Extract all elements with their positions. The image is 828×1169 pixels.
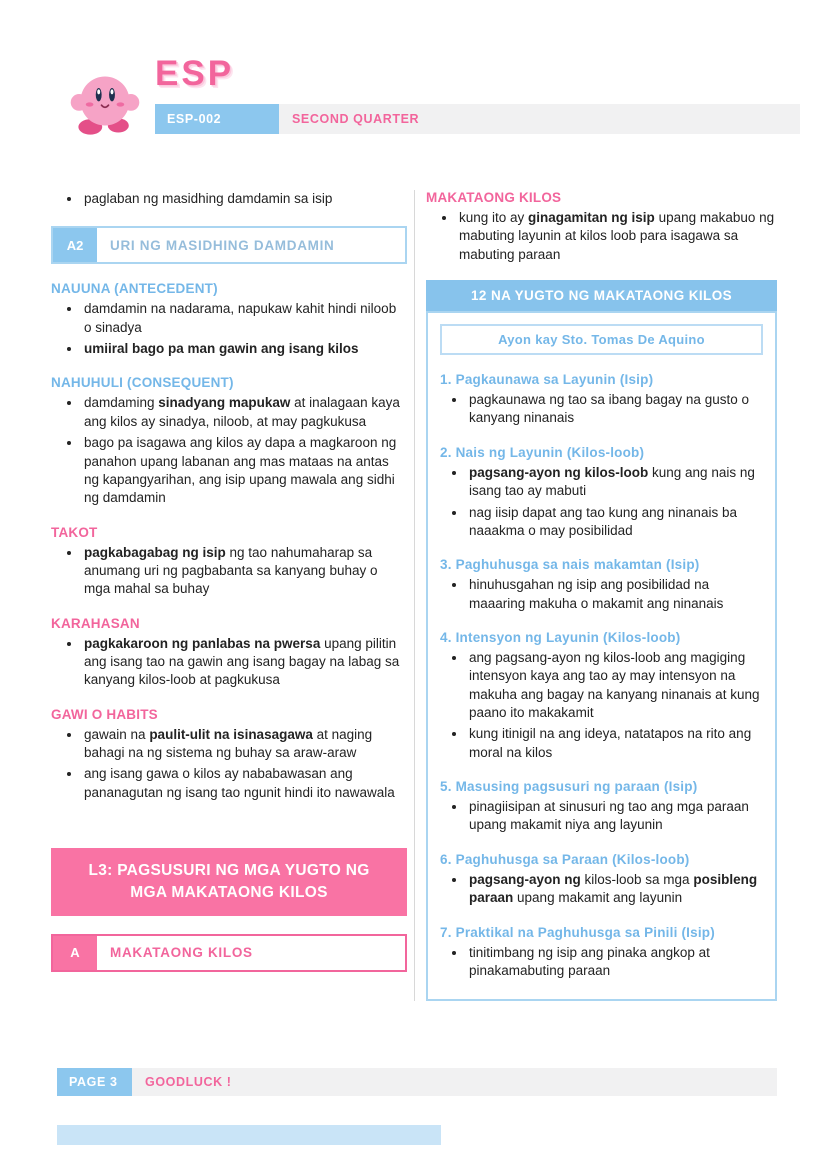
bullet-item: • pagkakaroon ng panlabas na pwersa upang pilitin ang isang tao na gawin ang isang bagay na labag sa kanyang kilos-loob at pagkukusa <box>82 635 407 690</box>
left-sections <box>51 281 407 802</box>
section-heading: KARAHASAN <box>51 615 140 631</box>
bullet-item: • nag iisip dapat ang tao kung ang ninanais ba naaakma o may posibilidad <box>467 504 763 541</box>
bullet-item: • pinagiisipan at sinusuri ng tao ang mga paraan upang makamit niya ang layunin <box>467 798 763 835</box>
notes-section <box>440 852 763 908</box>
section-heading: NAUUNA (ANTECEDENT) <box>51 281 218 297</box>
bullet-list <box>440 798 763 835</box>
bottom-strip <box>57 1125 441 1145</box>
bullet-list <box>440 576 763 613</box>
bullet-list <box>51 300 407 358</box>
notes-section <box>440 630 763 762</box>
content-area <box>0 190 828 1001</box>
page-logo: ESP <box>155 54 235 93</box>
header-right <box>155 56 828 134</box>
notes-section <box>440 557 763 613</box>
bullet-item: • ang pagsang-ayon ng kilos-loob ang magiging intensyon kaya ang tao ay may intensyon na makuha ang bagay na kanyang ninanais at kung paano ito makakamit <box>467 649 763 722</box>
right-column <box>426 190 777 1001</box>
bullet-item: • pagkabagabag ng isip ng tao nahumaharap sa anumang uri ng pagbabanta sa kanyang buhay o mga mahal sa buhay <box>82 544 407 599</box>
notes-section <box>440 372 763 428</box>
notes-section <box>51 375 407 507</box>
right-sections <box>426 190 777 264</box>
notes-section <box>440 925 763 981</box>
bullet-item: • damdamin na nadarama, napukaw kahit hindi niloob o sinadya <box>82 300 407 337</box>
section-heading: GAWI O HABITS <box>51 706 158 722</box>
bullet-list <box>51 394 407 507</box>
kirby-mascot-icon <box>70 64 140 138</box>
yugto-banner: 12 NA YUGTO NG MAKATAONG KILOS <box>426 280 777 311</box>
bullet-list <box>51 726 407 802</box>
bullet-item: • kung ito ay ginagamitan ng isip upang makabuo ng mabuting layunin at kilos loob para isagawa sa mabuting paraan <box>457 209 777 264</box>
left-column <box>51 190 407 1001</box>
a2-badge: A2 <box>53 228 97 262</box>
bullet-item: • gawain na paulit-ulit na isinasagawa at naging bahagi na ng sistema ng buhay sa araw-araw <box>82 726 407 763</box>
bullet-list <box>440 871 763 908</box>
header-bar <box>155 104 800 134</box>
section-heading: NAHUHULI (CONSEQUENT) <box>51 375 234 391</box>
section-heading: 6. Paghuhusga sa Paraan (Kilos-loob) <box>440 851 690 867</box>
notes-section <box>51 525 407 599</box>
page-number-badge: PAGE 3 <box>57 1068 132 1096</box>
footer-bar <box>57 1068 777 1096</box>
bullet-list <box>440 944 763 981</box>
quarter-label: SECOND QUARTER <box>292 112 420 126</box>
notes-section <box>440 779 763 835</box>
bullet-list <box>440 464 763 540</box>
bullet-list <box>440 649 763 762</box>
yugto-box <box>426 311 777 1001</box>
lesson-banner: L3: PAGSUSURI NG MGA YUGTO NG MGA MAKATAONG KILOS <box>51 848 407 915</box>
bullet-list <box>51 635 407 690</box>
section-heading: MAKATAONG KILOS <box>426 190 562 205</box>
bullet-list <box>51 544 407 599</box>
yugto-subtitle: Ayon kay Sto. Tomas De Aquino <box>440 324 763 355</box>
bullet-item: • paglaban ng masidhing damdamin sa isip <box>82 190 407 208</box>
a-label-box <box>51 934 407 972</box>
bullet-item: • pagsang-ayon ng kilos-loob sa mga posibleng paraan upang makamit ang layunin <box>467 871 763 908</box>
column-divider <box>414 190 415 1001</box>
bullet-item: • kung itinigil na ang ideya, natatapos na rito ang moral na kilos <box>467 725 763 762</box>
bullet-item: • damdaming sinadyang mapukaw at inalagaan kaya ang kilos ay sinadya, niloob, at may pagkukusa <box>82 394 407 431</box>
section-heading: 1. Pagkaunawa sa Layunin (Isip) <box>440 372 654 388</box>
yugto-sections <box>440 372 763 980</box>
page-header <box>0 0 828 148</box>
notes-section <box>51 707 407 802</box>
notes-section <box>51 281 407 358</box>
bullet-item: • tinitimbang ng isip ang pinaka angkop at pinakamabuting paraan <box>467 944 763 981</box>
bullet-item: • bago pa isagawa ang kilos ay dapa a magkaroon ng panahon upang labanan ang mas mataas na antas ng kapangyarihan, ang isip upang mawala ang sidhi ng damdamin <box>82 434 407 507</box>
a2-label-box <box>51 226 407 264</box>
bullet-item: • umiiral bago pa man gawin ang isang kilos <box>82 340 407 358</box>
bullet-list <box>426 209 777 264</box>
code-badge: ESP-002 <box>155 104 279 134</box>
section-heading: 5. Masusing pagsusuri ng paraan (Isip) <box>440 779 698 795</box>
notes-section <box>440 445 763 540</box>
a2-title: URI NG MASIDHING DAMDAMIN <box>110 237 335 253</box>
bullet-item: • pagsang-ayon ng kilos-loob kung ang nais ng isang tao ay mabuti <box>467 464 763 501</box>
bullet-item: • ang isang gawa o kilos ay nababawasan ang pananagutan ng isang tao ngunit hindi ito nawawala <box>82 765 407 802</box>
bullet-list <box>440 391 763 428</box>
notes-section <box>51 616 407 690</box>
bullet-item: • hinuhusgahan ng isip ang posibilidad na maaaring makuha o makamit ang ninanais <box>467 576 763 613</box>
intro-bullet-list <box>51 190 407 208</box>
section-heading: TAKOT <box>51 524 98 540</box>
section-heading: 7. Praktikal na Paghuhusga sa Pinili (Isip) <box>440 924 715 940</box>
a-title: MAKATAONG KILOS <box>110 945 253 961</box>
notes-section <box>426 190 777 264</box>
section-heading: 4. Intensyon ng Layunin (Kilos-loob) <box>440 629 681 645</box>
section-heading: 3. Paghuhusga sa nais makamtan (Isip) <box>440 557 700 573</box>
bullet-item: • pagkaunawa ng tao sa ibang bagay na gusto o kanyang ninanais <box>467 391 763 428</box>
section-heading: 2. Nais ng Layunin (Kilos-loob) <box>440 444 645 460</box>
a-badge: A <box>53 936 97 970</box>
goodluck-label: GOODLUCK ! <box>145 1075 232 1089</box>
